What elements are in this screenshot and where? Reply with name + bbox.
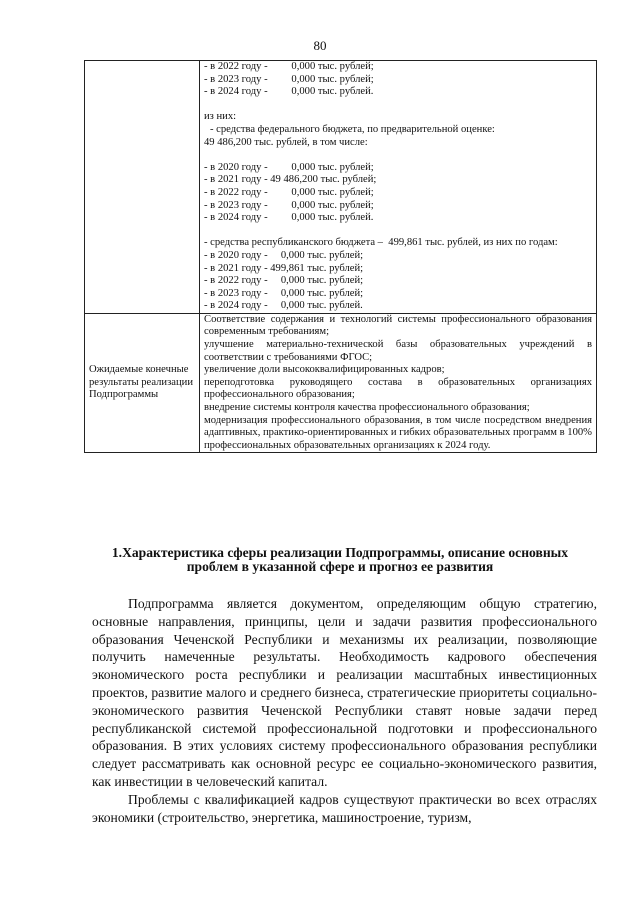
republic-line: - в 2022 году - 0,000 тыс. рублей; xyxy=(204,275,364,287)
paragraph: Подпрограмма является документом, определяющим общую стратегию, основные направления, принципы, цели и задачи развития профессионального образования Чеченской Республики и механизмы их реализации, позволяющие получить намеченные результаты. Необходимость кадрового обеспечения экономического роста республики и реализации масштабных инвестиционных проектов, развитие малого и среднего бизнеса, стратегические приоритеты социально-экономического развития Чеченской Республики ставят новые задачи перед республиканской системой профессиональной подготовки и профессионального образования. В этих условиях систему профессионального образования республики следует рассматривать как основной ресурс ее социально-экономического развития, как инвестиции в человеческий капитал. xyxy=(92,596,597,789)
result-item: улучшение материально-технической базы образовательных учреждений в соответствии с требованиями ФГОС; xyxy=(204,339,592,363)
federal-line: - в 2023 году - 0,000 тыс. рублей; xyxy=(204,199,374,211)
results-label: Ожидаемые конечные результаты реализации Подпрограммы xyxy=(85,313,200,453)
page-number: 80 xyxy=(313,38,327,53)
federal-line: - в 2020 году - 0,000 тыс. рублей; xyxy=(204,161,374,173)
table-row xyxy=(85,313,597,453)
result-item: внедрение системы контроля качества профессионального образования; xyxy=(204,402,530,414)
funding-cell xyxy=(200,61,597,314)
funding-line: - в 2023 году - 0,000 тыс. рублей; xyxy=(204,73,374,85)
republic-intro: - средства республиканского бюджета – 499,861 тыс. рублей, из них по годам: xyxy=(204,237,558,249)
federal-intro: - средства федерального бюджета, по предварительной оценке: xyxy=(210,123,495,135)
funding-line: - в 2024 году - 0,000 тыс. рублей. xyxy=(204,86,374,98)
body-text xyxy=(92,595,597,826)
federal-line: - в 2022 году - 0,000 тыс. рублей; xyxy=(204,186,374,198)
federal-line: - в 2021 году - 49 486,200 тыс. рублей; xyxy=(204,174,377,186)
result-item: переподготовка руководящего состава в образовательных организациях профессионального образования; xyxy=(204,376,592,401)
republic-line: - в 2023 году - 0,000 тыс. рублей; xyxy=(204,287,364,299)
paragraph: Проблемы с квалификацией кадров существуют практически во всех отраслях экономики (строительство, энергетика, машиностроение, туризм, xyxy=(92,791,597,825)
republic-line: - в 2020 году - 0,000 тыс. рублей; xyxy=(204,249,364,261)
republic-line: - в 2021 году - 499,861 тыс. рублей; xyxy=(204,262,364,274)
iz-nih-label: из них: xyxy=(204,111,237,123)
table-row xyxy=(85,61,597,314)
section-heading: 1.Характеристика сферы реализации Подпрограммы, описание основных проблем в указанной сфере и прогноз ее развития xyxy=(111,545,569,574)
result-item: модернизация профессионального образования, в том числе посредством внедрения адаптивных, практико-ориентированных и гибких образовательных программ в 100% профессиональных образовательных организациях к 2024 году. xyxy=(204,414,592,451)
program-passport-table xyxy=(84,60,597,453)
results-cell xyxy=(200,313,597,453)
republic-line: - в 2024 году - 0,000 тыс. рублей. xyxy=(204,300,363,312)
result-item: Соответствие содержания и технологий системы профессионального образования современным требованиям; xyxy=(204,313,592,338)
result-item: увеличение доли высококвалифицированных кадров; xyxy=(204,364,445,376)
federal-total: 49 486,200 тыс. рублей, в том числе: xyxy=(204,136,368,148)
funding-line: - в 2022 году - 0,000 тыс. рублей; xyxy=(204,61,374,72)
federal-line: - в 2024 году - 0,000 тыс. рублей. xyxy=(204,212,374,224)
table-cell-empty xyxy=(85,61,200,314)
